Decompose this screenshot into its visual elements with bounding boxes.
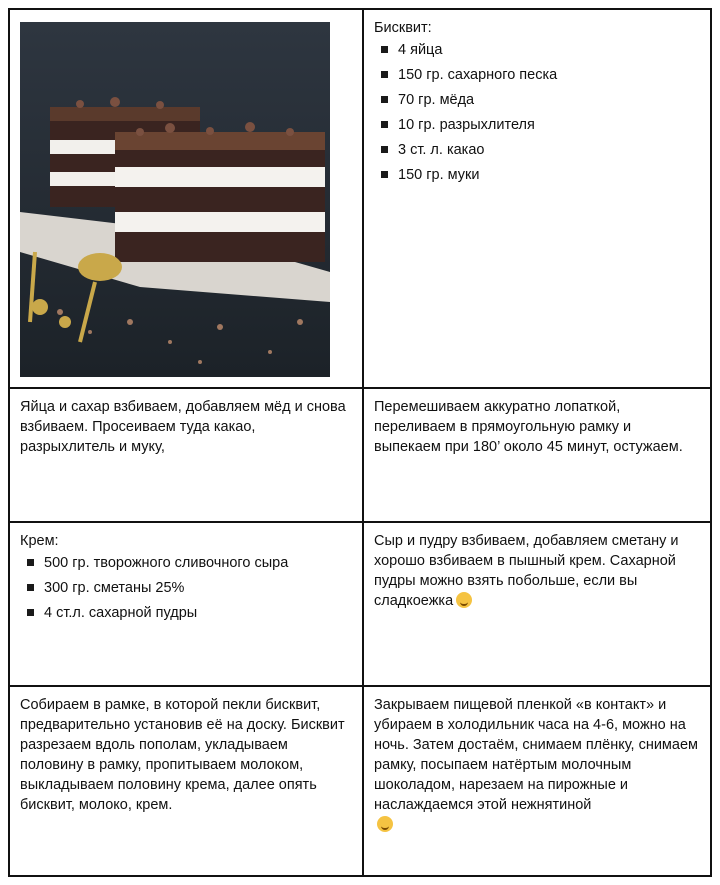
sponge-title: Бисквит: — [374, 20, 432, 36]
step-5-text: Закрываем пищевой пленкой «в контакт» и убираем в холодильник часа на 4-6, можно на ночь. Затем достаём, снимаем плёнку, снимаем рамку, посыпаем натёртым молочным шоколадом, нарезаем на пирожные и наслаждаемся этой нежнятиной — [374, 697, 698, 813]
list-item: 70 гр. мёда — [378, 90, 700, 110]
sponge-ingredients-cell — [364, 10, 710, 387]
cream-ingredient-list — [20, 553, 352, 623]
step-1-cell — [10, 389, 362, 521]
list-item: 3 ст. л. какао — [378, 140, 700, 160]
step-2-cell — [364, 389, 710, 521]
sponge-ingredient-list — [374, 40, 700, 185]
step-2-text: Перемешиваем аккуратно лопаткой, переливаем в прямоугольную рамку и выпекаем при 180’ около 45 минут, остужаем. — [374, 399, 683, 455]
step-3-cell — [364, 523, 710, 685]
list-item: 150 гр. муки — [378, 165, 700, 185]
step-3-text: Сыр и пудру взбиваем, добавляем сметану и хорошо взбиваем в пышный крем. Сахарной пудры можно взять побольше, если вы сладкоежка — [374, 533, 679, 609]
list-item: 500 гр. творожного сливочного сыра — [24, 553, 352, 573]
step-4-text: Собираем в рамке, в которой пекли бисквит, предварительно установив её на доску. Бисквит разрезаем вдоль пополам, укладываем половину в рамку, пропитываем молоком, выкладываем половину крема, далее опять бисквит, молоко, крем. — [20, 697, 345, 813]
list-item: 4 ст.л. сахарной пудры — [24, 603, 352, 623]
step-1-text: Яйца и сахар взбиваем, добавляем мёд и снова взбиваем. Просеиваем туда какао, разрыхлитель и муку, — [20, 399, 346, 455]
cake-photo — [20, 22, 330, 377]
cream-title: Крем: — [20, 533, 59, 549]
list-item: 150 гр. сахарного песка — [378, 65, 700, 85]
list-item: 10 гр. разрыхлителя — [378, 115, 700, 135]
recipe-table — [8, 8, 712, 877]
list-item: 4 яйца — [378, 40, 700, 60]
smiling-face-icon — [456, 592, 472, 608]
list-item: 300 гр. сметаны 25% — [24, 578, 352, 598]
step-5-cell — [364, 687, 710, 875]
cream-ingredients-cell — [10, 523, 362, 685]
step-4-cell — [10, 687, 362, 875]
cake-photo-cell — [10, 10, 362, 387]
happy-face-icon — [377, 816, 393, 832]
